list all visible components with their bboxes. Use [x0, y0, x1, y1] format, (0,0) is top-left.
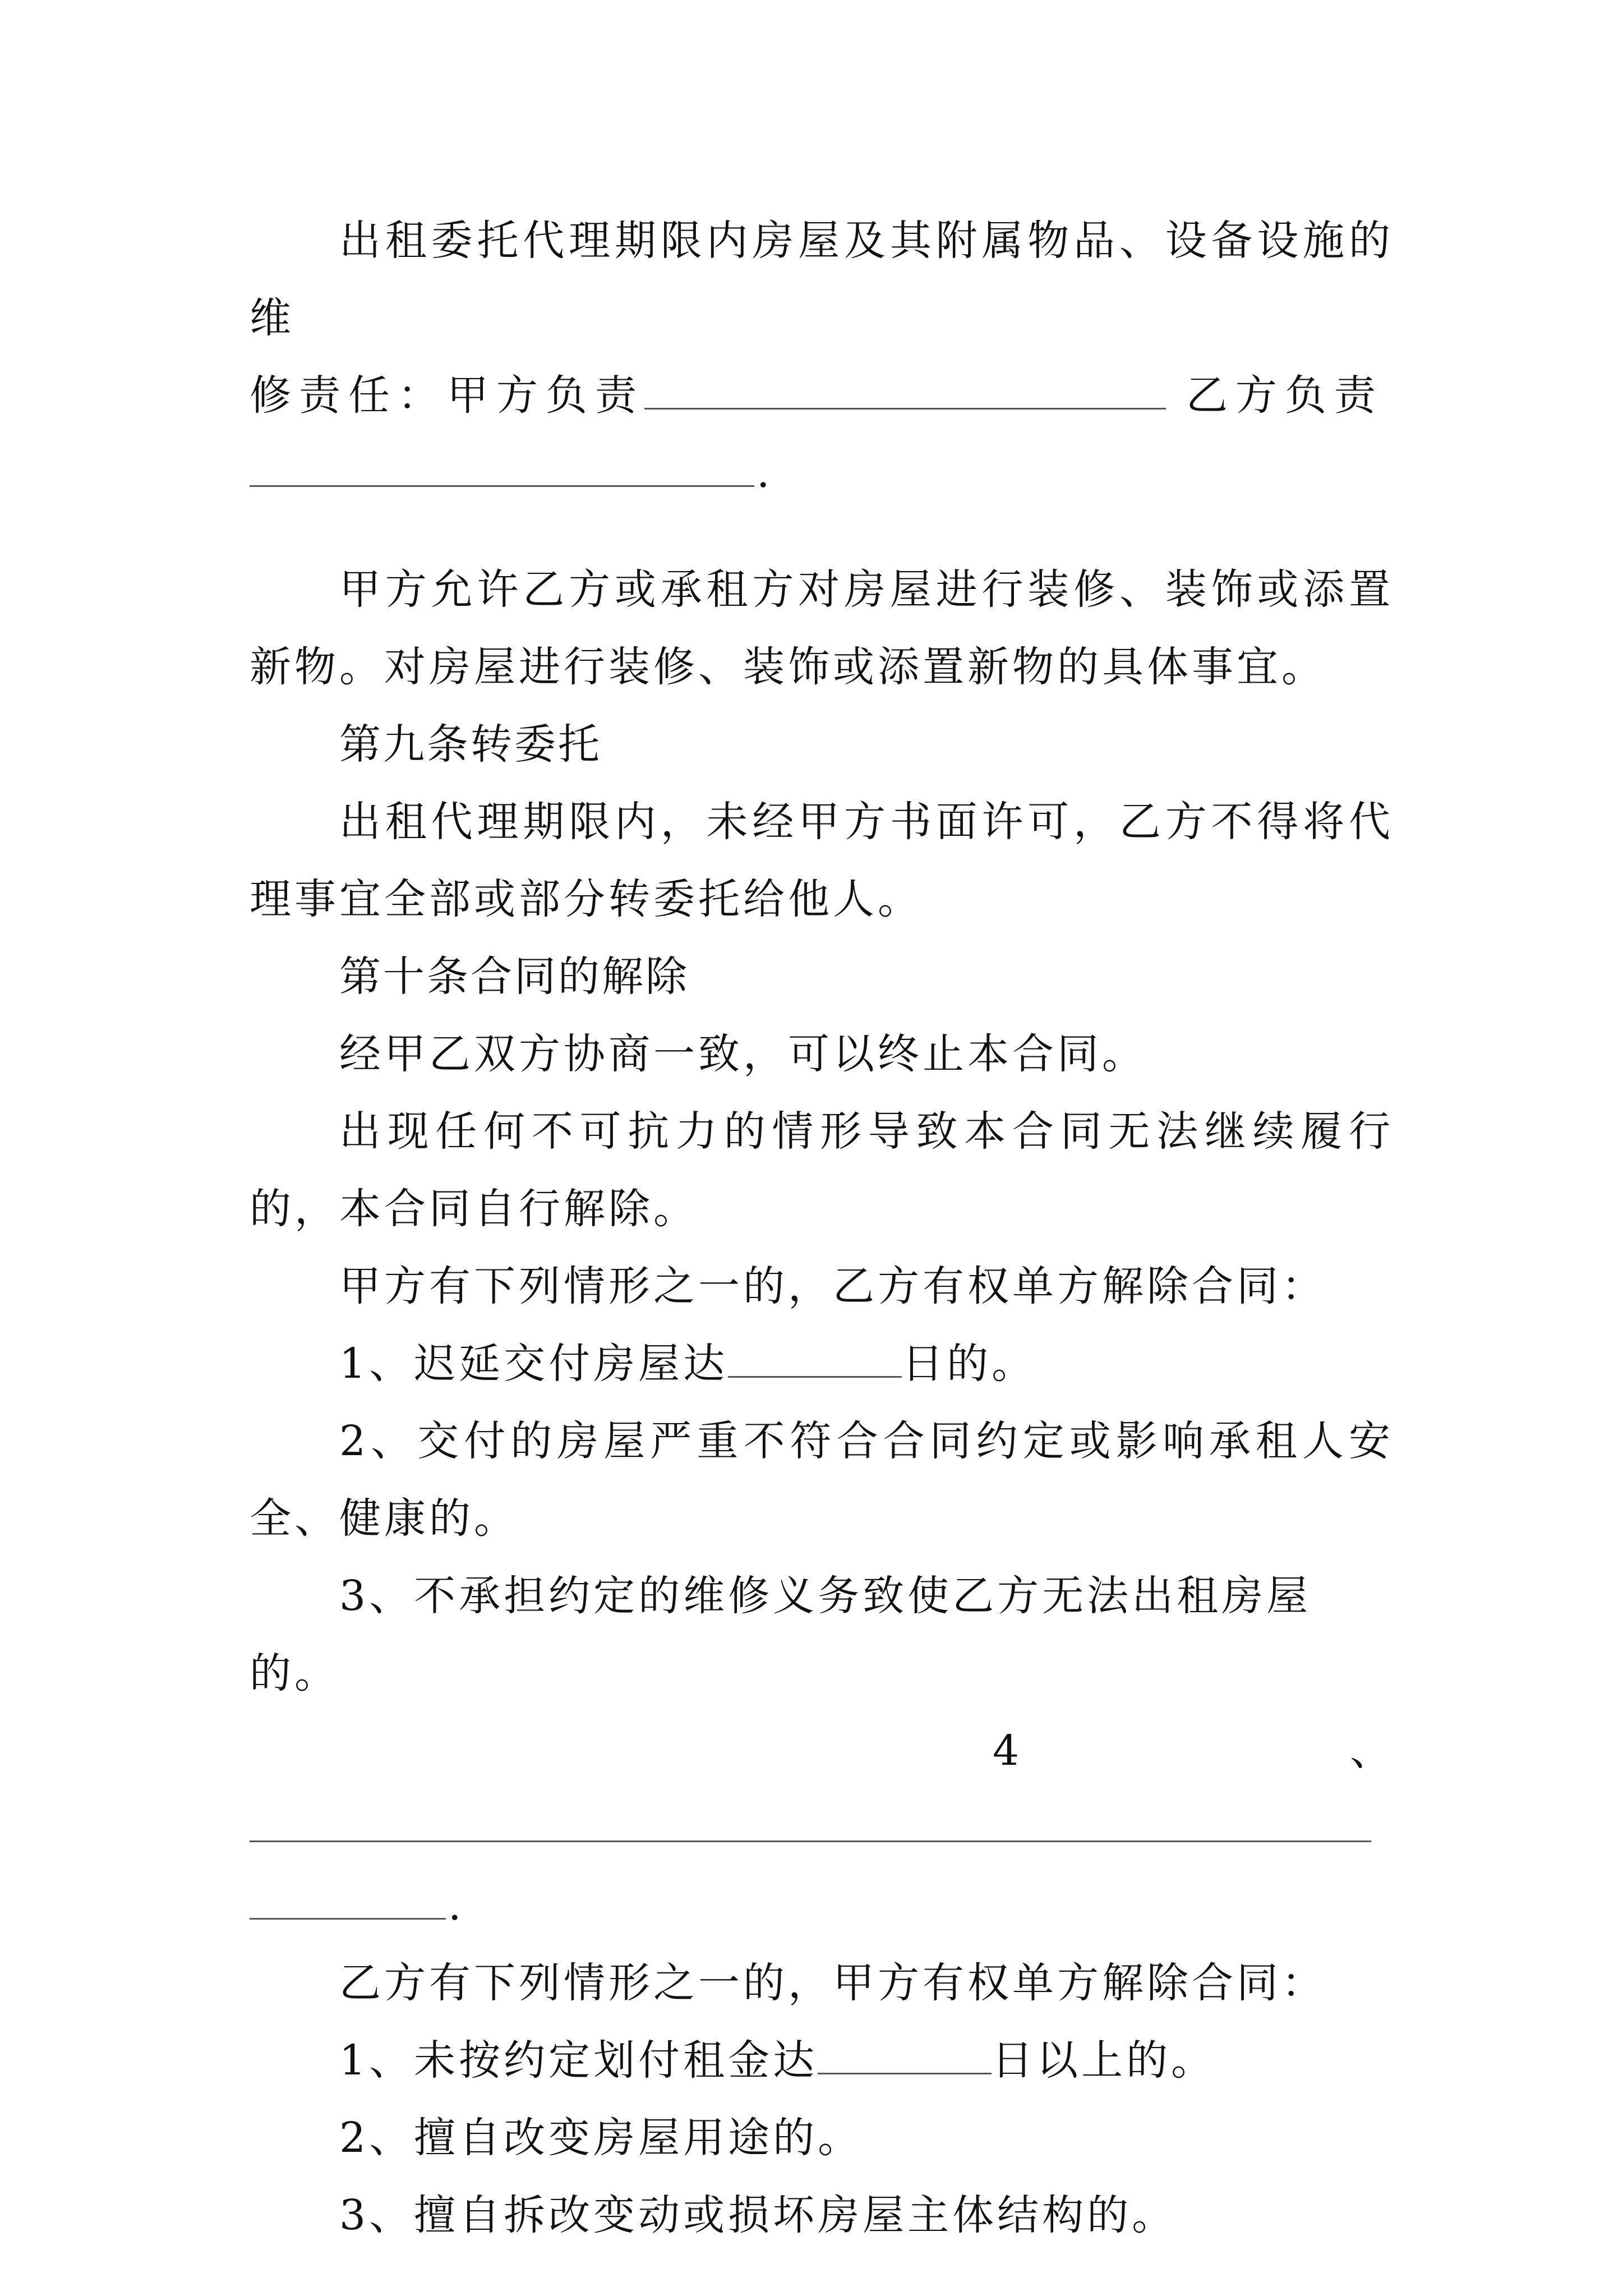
list-item-rent-delay	[250, 2022, 1394, 2099]
article-9-title: 第九条转委托	[339, 720, 602, 769]
paragraph-party-b-cases	[250, 1944, 1394, 2022]
list-item-nonconforming	[250, 1402, 1394, 1557]
rent-delay-text-a: 1、未按约定划付租金达	[339, 2036, 818, 2085]
article-10-title: 第十条合同的解除	[339, 953, 689, 1001]
article-9-heading	[250, 706, 1394, 783]
sub-delegation-text: 出租代理期限内，未经甲方书面许可，乙方不得将代理事宜全部或部分转委托给他人。	[250, 798, 1394, 923]
rent-delay-text-b: 日以上的。	[992, 2036, 1216, 2085]
delay-days-blank	[728, 1337, 902, 1378]
item-4-separator: 、	[1350, 1727, 1391, 1775]
maintenance-failure-text: 3、不承担约定的维修义务致使乙方无法出租房屋的。	[250, 1572, 1312, 1697]
period: .	[448, 1881, 462, 1930]
party-a-blank	[644, 369, 1166, 409]
maintenance-responsibility-line	[250, 357, 1394, 434]
paragraph-maintenance	[250, 202, 1394, 357]
list-item-delay	[250, 1325, 1394, 1402]
paragraph-sub-delegation	[250, 783, 1394, 938]
document-body	[250, 202, 1394, 2254]
nonconforming-text: 2、交付的房屋严重不符合合同约定或影响承租人安全、健康的。	[250, 1417, 1394, 1543]
maintenance-blank-line	[250, 434, 1394, 512]
decoration-text: 甲方允许乙方或承租方对房屋进行装修、装饰或添置新物。对房屋进行装修、装饰或添置新物的具体事宜。	[250, 565, 1394, 691]
party-b-cases-text: 乙方有下列情形之一的，甲方有权单方解除合同：	[339, 1959, 1326, 2007]
delay-text-a: 1、迟延交付房屋达	[339, 1340, 728, 1388]
item-4-short-blank-line	[250, 1867, 1394, 1944]
maintenance-text: 出租委托代理期限内房屋及其附属物品、设备设施的维	[250, 217, 1394, 342]
structure-damage-text: 3、擅自拆改变动或损坏房屋主体结构的。	[339, 2191, 1177, 2239]
party-a-responsible-label: 修责任：甲方负责	[250, 371, 644, 420]
list-item-maintenance-failure	[250, 1557, 1394, 1712]
item-4-number: 4	[993, 1727, 1020, 1775]
paragraph-mutual-termination	[250, 1015, 1394, 1093]
party-a-cases-text: 甲方有下列情形之一的，乙方有权单方解除合同：	[339, 1262, 1326, 1310]
list-item-4-row	[250, 1712, 1394, 1789]
paragraph-party-a-cases	[250, 1248, 1394, 1325]
party-b-blank	[250, 446, 754, 487]
mutual-termination-text: 经甲乙双方协商一致，可以终止本合同。	[339, 1030, 1147, 1078]
item-4-blank-short	[250, 1879, 446, 1920]
change-use-text: 2、擅自改变房屋用途的。	[339, 2114, 863, 2162]
paragraph-decoration	[250, 551, 1394, 706]
delay-text-b: 日的。	[902, 1340, 1037, 1388]
period: .	[757, 449, 770, 497]
list-item-structure-damage	[250, 2177, 1394, 2254]
item-4-blank-long	[250, 1801, 1371, 1842]
party-b-responsible-label: 乙方负责	[1186, 371, 1384, 420]
list-item-change-use	[250, 2099, 1394, 2177]
item-4-full-blank-line	[250, 1789, 1394, 1867]
paragraph-force-majeure	[250, 1093, 1394, 1248]
article-10-heading	[250, 938, 1394, 1015]
force-majeure-text: 出现任何不可抗力的情形导致本合同无法继续履行的，本合同自行解除。	[250, 1107, 1394, 1233]
rent-delay-days-blank	[818, 2033, 992, 2074]
spacer	[250, 512, 1394, 551]
